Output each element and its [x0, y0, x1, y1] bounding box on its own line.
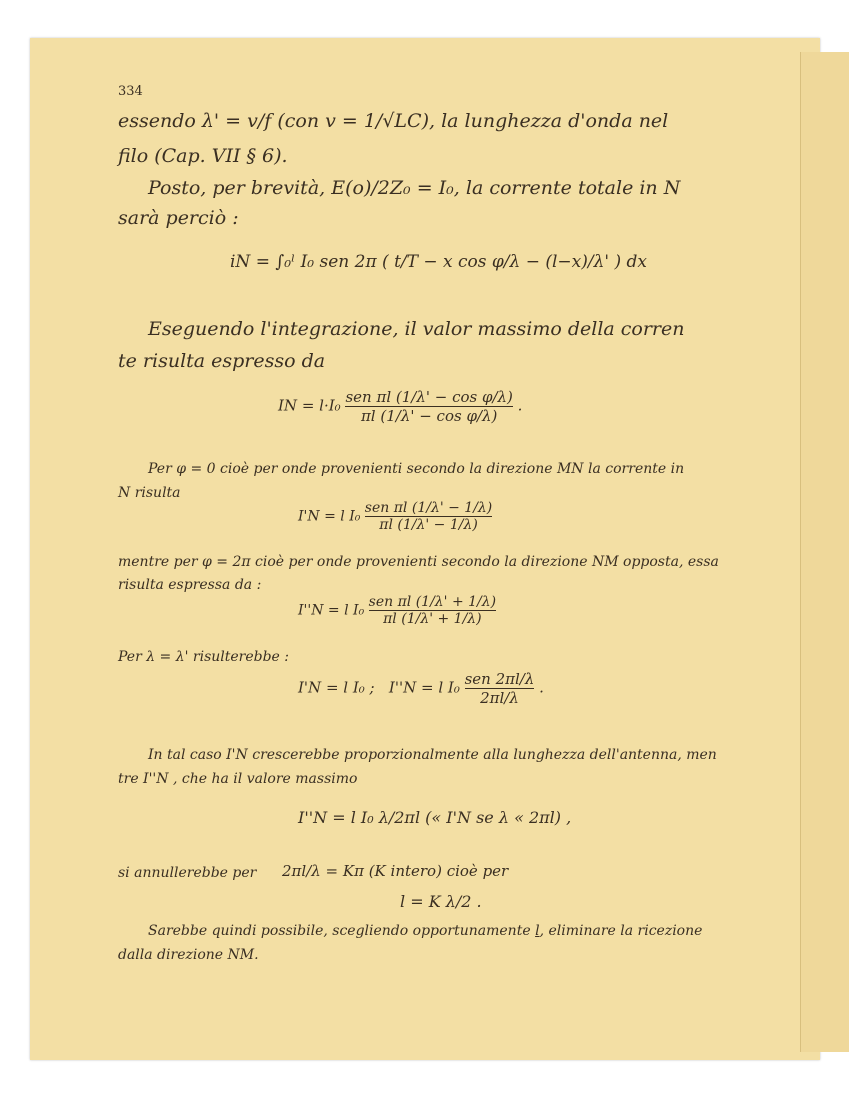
eq4-lhs: I''N = l I₀	[298, 602, 365, 619]
page-edge	[800, 52, 849, 1052]
text-line-5: Eseguendo l'integrazione, il valor massimo della corren	[148, 318, 685, 340]
text-line-16: dalla direzione NM.	[118, 947, 259, 963]
text-line-13: tre I''N , che ha il valore massimo	[118, 771, 358, 787]
page-number: 334	[118, 84, 143, 99]
equation-zero-condition: 2πl/λ = Kπ (K intero) cioè per	[282, 862, 509, 880]
eq4-denominator: πl (1/λ' + 1/λ)	[369, 610, 496, 627]
equation-current-max: IN = l·I₀ $\frac{\text{sen πl (1/λ' − cos φ/λ)}}{\text{πl (1/λ' − cos φ/λ)}}$ .	[278, 388, 523, 425]
text-line-15-l: l	[535, 923, 540, 939]
equation-current-double-prime	[298, 594, 496, 627]
text-line-9: mentre per φ = 2π cioè per onde provenienti secondo la direzione NM opposta, essa	[118, 554, 719, 570]
equation-current-prime	[298, 500, 492, 533]
eq2-lhs: IN = l·I₀	[278, 396, 341, 415]
eq5-part-a: I'N = l I₀ ;	[298, 678, 375, 697]
equation-length: l = K λ/2 .	[400, 892, 482, 911]
eq4-numerator: sen πl (1/λ' + 1/λ)	[368, 594, 497, 610]
text-line-1: essendo λ' = v/f (con v = 1/√LC), la lunghezza d'onda nel	[118, 110, 669, 132]
eq5-denominator: 2πl/λ	[465, 688, 535, 707]
text-line-4: sarà perciò :	[118, 207, 239, 229]
text-line-7: Per φ = 0 cioè per onde provenienti secondo la direzione MN la corrente in	[148, 461, 685, 477]
eq3-numerator: sen πl (1/λ' − 1/λ)	[364, 500, 493, 516]
eq3-denominator: πl (1/λ' − 1/λ)	[365, 516, 492, 533]
text-line-8: N risulta	[118, 485, 181, 501]
eq2-fraction	[345, 388, 512, 425]
text-line-6: te risulta espresso da	[118, 350, 326, 372]
equation-lambda-equal: I'N = l I₀ ; I''N = l I₀ $\frac{\text{sen 2πl/λ}}{2\pi l/\lambda}$ .	[298, 670, 544, 707]
text-line-14: si annullerebbe per	[118, 865, 257, 881]
text-line-3: Posto, per brevità, E(o)/2Z₀ = I₀, la corrente totale in N	[148, 177, 681, 199]
eq2-numerator: sen πl (1/λ' − cos φ/λ)	[345, 388, 513, 406]
text-line-15-c: , eliminare la ricezione	[539, 923, 703, 939]
text-line-15-a: Sarebbe quindi possibile, scegliendo opportunamente	[148, 923, 531, 939]
eq5-fraction	[465, 670, 535, 707]
eq4-fraction	[369, 594, 496, 627]
text-line-10: risulta espressa da :	[118, 577, 262, 593]
eq2-denominator: πl (1/λ' − cos φ/λ)	[345, 406, 512, 425]
equation-integral: iN = ∫₀ˡ I₀ sen 2π ( t/T − x cos φ/λ − (l−x)/λ' ) dx	[230, 252, 647, 272]
text-line-11: Per λ = λ' risulterebbe :	[118, 649, 290, 665]
eq5-part-b: I''N = l I₀	[388, 678, 460, 697]
eq3-fraction	[365, 500, 492, 533]
eq5-numerator: sen 2πl/λ	[464, 670, 535, 688]
equation-max-value: I''N = l I₀ λ/2πl (« I'N se λ « 2πl) ,	[298, 808, 572, 827]
text-line-12: In tal caso I'N crescerebbe proporzionalmente alla lunghezza dell'antenna, men	[148, 747, 717, 763]
eq3-lhs: I'N = l I₀	[298, 508, 361, 525]
text-line-2: filo (Cap. VII § 6).	[118, 145, 288, 167]
text-line-15	[148, 922, 702, 940]
